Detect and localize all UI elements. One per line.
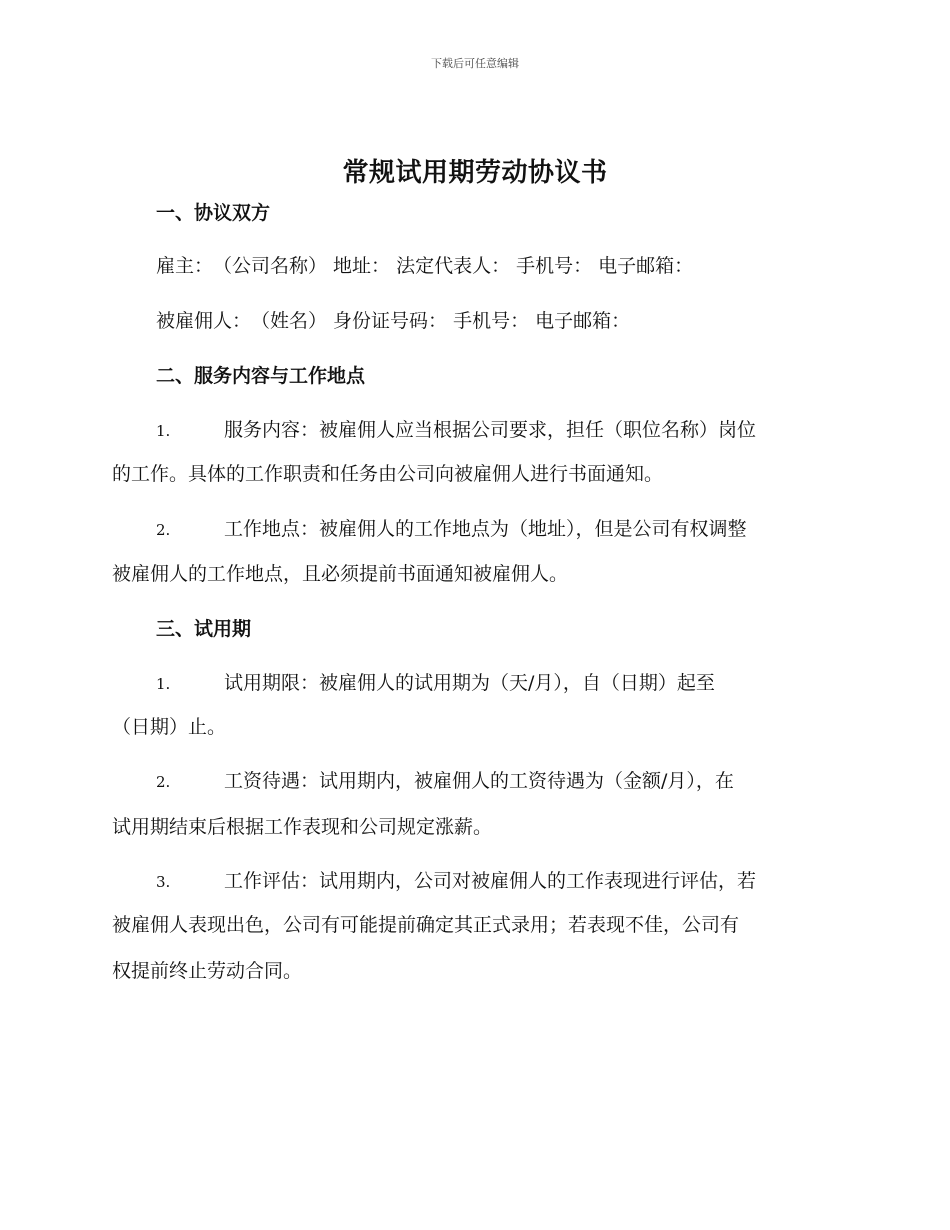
- item-continuation: （日期）止。: [112, 716, 227, 738]
- item-continuation: 权提前终止劳动合同。: [112, 960, 303, 982]
- item-continuation: 被雇佣人的工作地点，且必须提前书面通知被雇佣人。: [112, 563, 569, 585]
- list-item: [156, 517, 747, 542]
- employer-line: 雇主： （公司名称） 地址： 法定代表人： 手机号： 电子邮箱：: [156, 255, 694, 277]
- item-text: 试用期限：被雇佣人的试用期为（天/月），自（日期）起至: [224, 672, 715, 694]
- employee-line: 被雇佣人： （姓名） 身份证号码： 手机号： 电子邮箱：: [156, 310, 631, 332]
- item-number: 2.: [156, 773, 171, 791]
- list-item: [156, 869, 756, 894]
- list-item: [156, 769, 734, 794]
- section-heading-parties: 一、协议双方: [156, 202, 271, 224]
- document-title: 常规试用期劳动协议书: [342, 158, 608, 188]
- page-header: 下载后可任意编辑: [431, 57, 519, 70]
- item-number: 3.: [156, 873, 171, 891]
- section-heading-service: 二、服务内容与工作地点: [156, 365, 366, 387]
- item-continuation: 被雇佣人表现出色，公司有可能提前确定其正式录用；若表现不佳，公司有: [112, 914, 740, 936]
- item-continuation: 的工作。具体的工作职责和任务由公司向被雇佣人进行书面通知。: [112, 463, 664, 485]
- item-number: 1.: [156, 422, 171, 440]
- list-item: [156, 671, 715, 696]
- item-text: 工作地点：被雇佣人的工作地点为（地址），但是公司有权调整: [224, 518, 747, 540]
- section-heading-probation: 三、试用期: [156, 618, 252, 640]
- list-item: [156, 418, 756, 443]
- item-text: 工作评估：试用期内，公司对被雇佣人的工作表现进行评估，若: [224, 870, 757, 892]
- item-number: 2.: [156, 521, 171, 539]
- item-text: 工资待遇：试用期内，被雇佣人的工资待遇为（金额/月），在: [224, 770, 734, 792]
- item-text: 服务内容：被雇佣人应当根据公司要求，担任（职位名称）岗位: [224, 419, 757, 441]
- item-continuation: 试用期结束后根据工作表现和公司规定涨薪。: [112, 816, 493, 838]
- item-number: 1.: [156, 675, 171, 693]
